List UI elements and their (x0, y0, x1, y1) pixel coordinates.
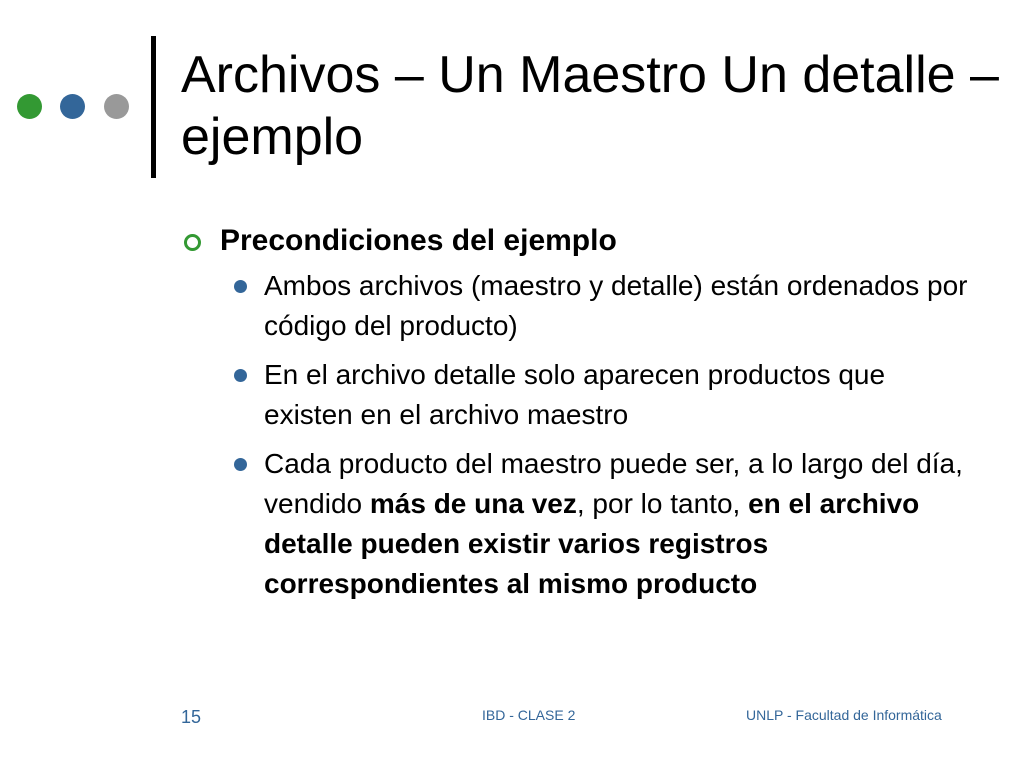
blue-dot-icon (60, 94, 85, 119)
bullet-emphasis: en el archivo detalle pueden existir varios registros correspondientes al mismo producto (264, 488, 920, 599)
footer-organization: UNLP - Facultad de Informática (746, 707, 942, 723)
title-divider (151, 36, 156, 178)
green-dot-icon (17, 94, 42, 119)
disc-bullet-icon (234, 280, 247, 293)
list-item (181, 266, 971, 346)
list-item (181, 444, 971, 604)
slide-number: 15 (181, 707, 202, 727)
bullet-text: Ambos archivos (maestro y detalle) están ordenados por código del producto) (264, 270, 968, 341)
ring-bullet-icon (184, 234, 201, 251)
list-item (181, 355, 971, 435)
disc-bullet-icon (234, 458, 247, 471)
slide-body (181, 220, 971, 604)
bullet-text: En el archivo detalle solo aparecen productos que existen en el archivo maestro (264, 359, 886, 430)
bullet-emphasis: más de una vez (369, 488, 577, 519)
bullet-list (181, 266, 971, 604)
bullet-text-part: , por lo tanto, (576, 488, 749, 519)
bullet-level1 (181, 220, 971, 262)
footer-course: IBD - CLASE 2 (482, 707, 576, 723)
slide-title: Archivos – Un Maestro Un detalle – ejemplo (181, 46, 999, 166)
gray-dot-icon (104, 94, 129, 119)
bullet-text-part: Cada producto del maestro puede ser, a lo largo del día, vendido (264, 448, 963, 519)
disc-bullet-icon (234, 369, 247, 382)
section-heading: Precondiciones del ejemplo (220, 224, 617, 257)
